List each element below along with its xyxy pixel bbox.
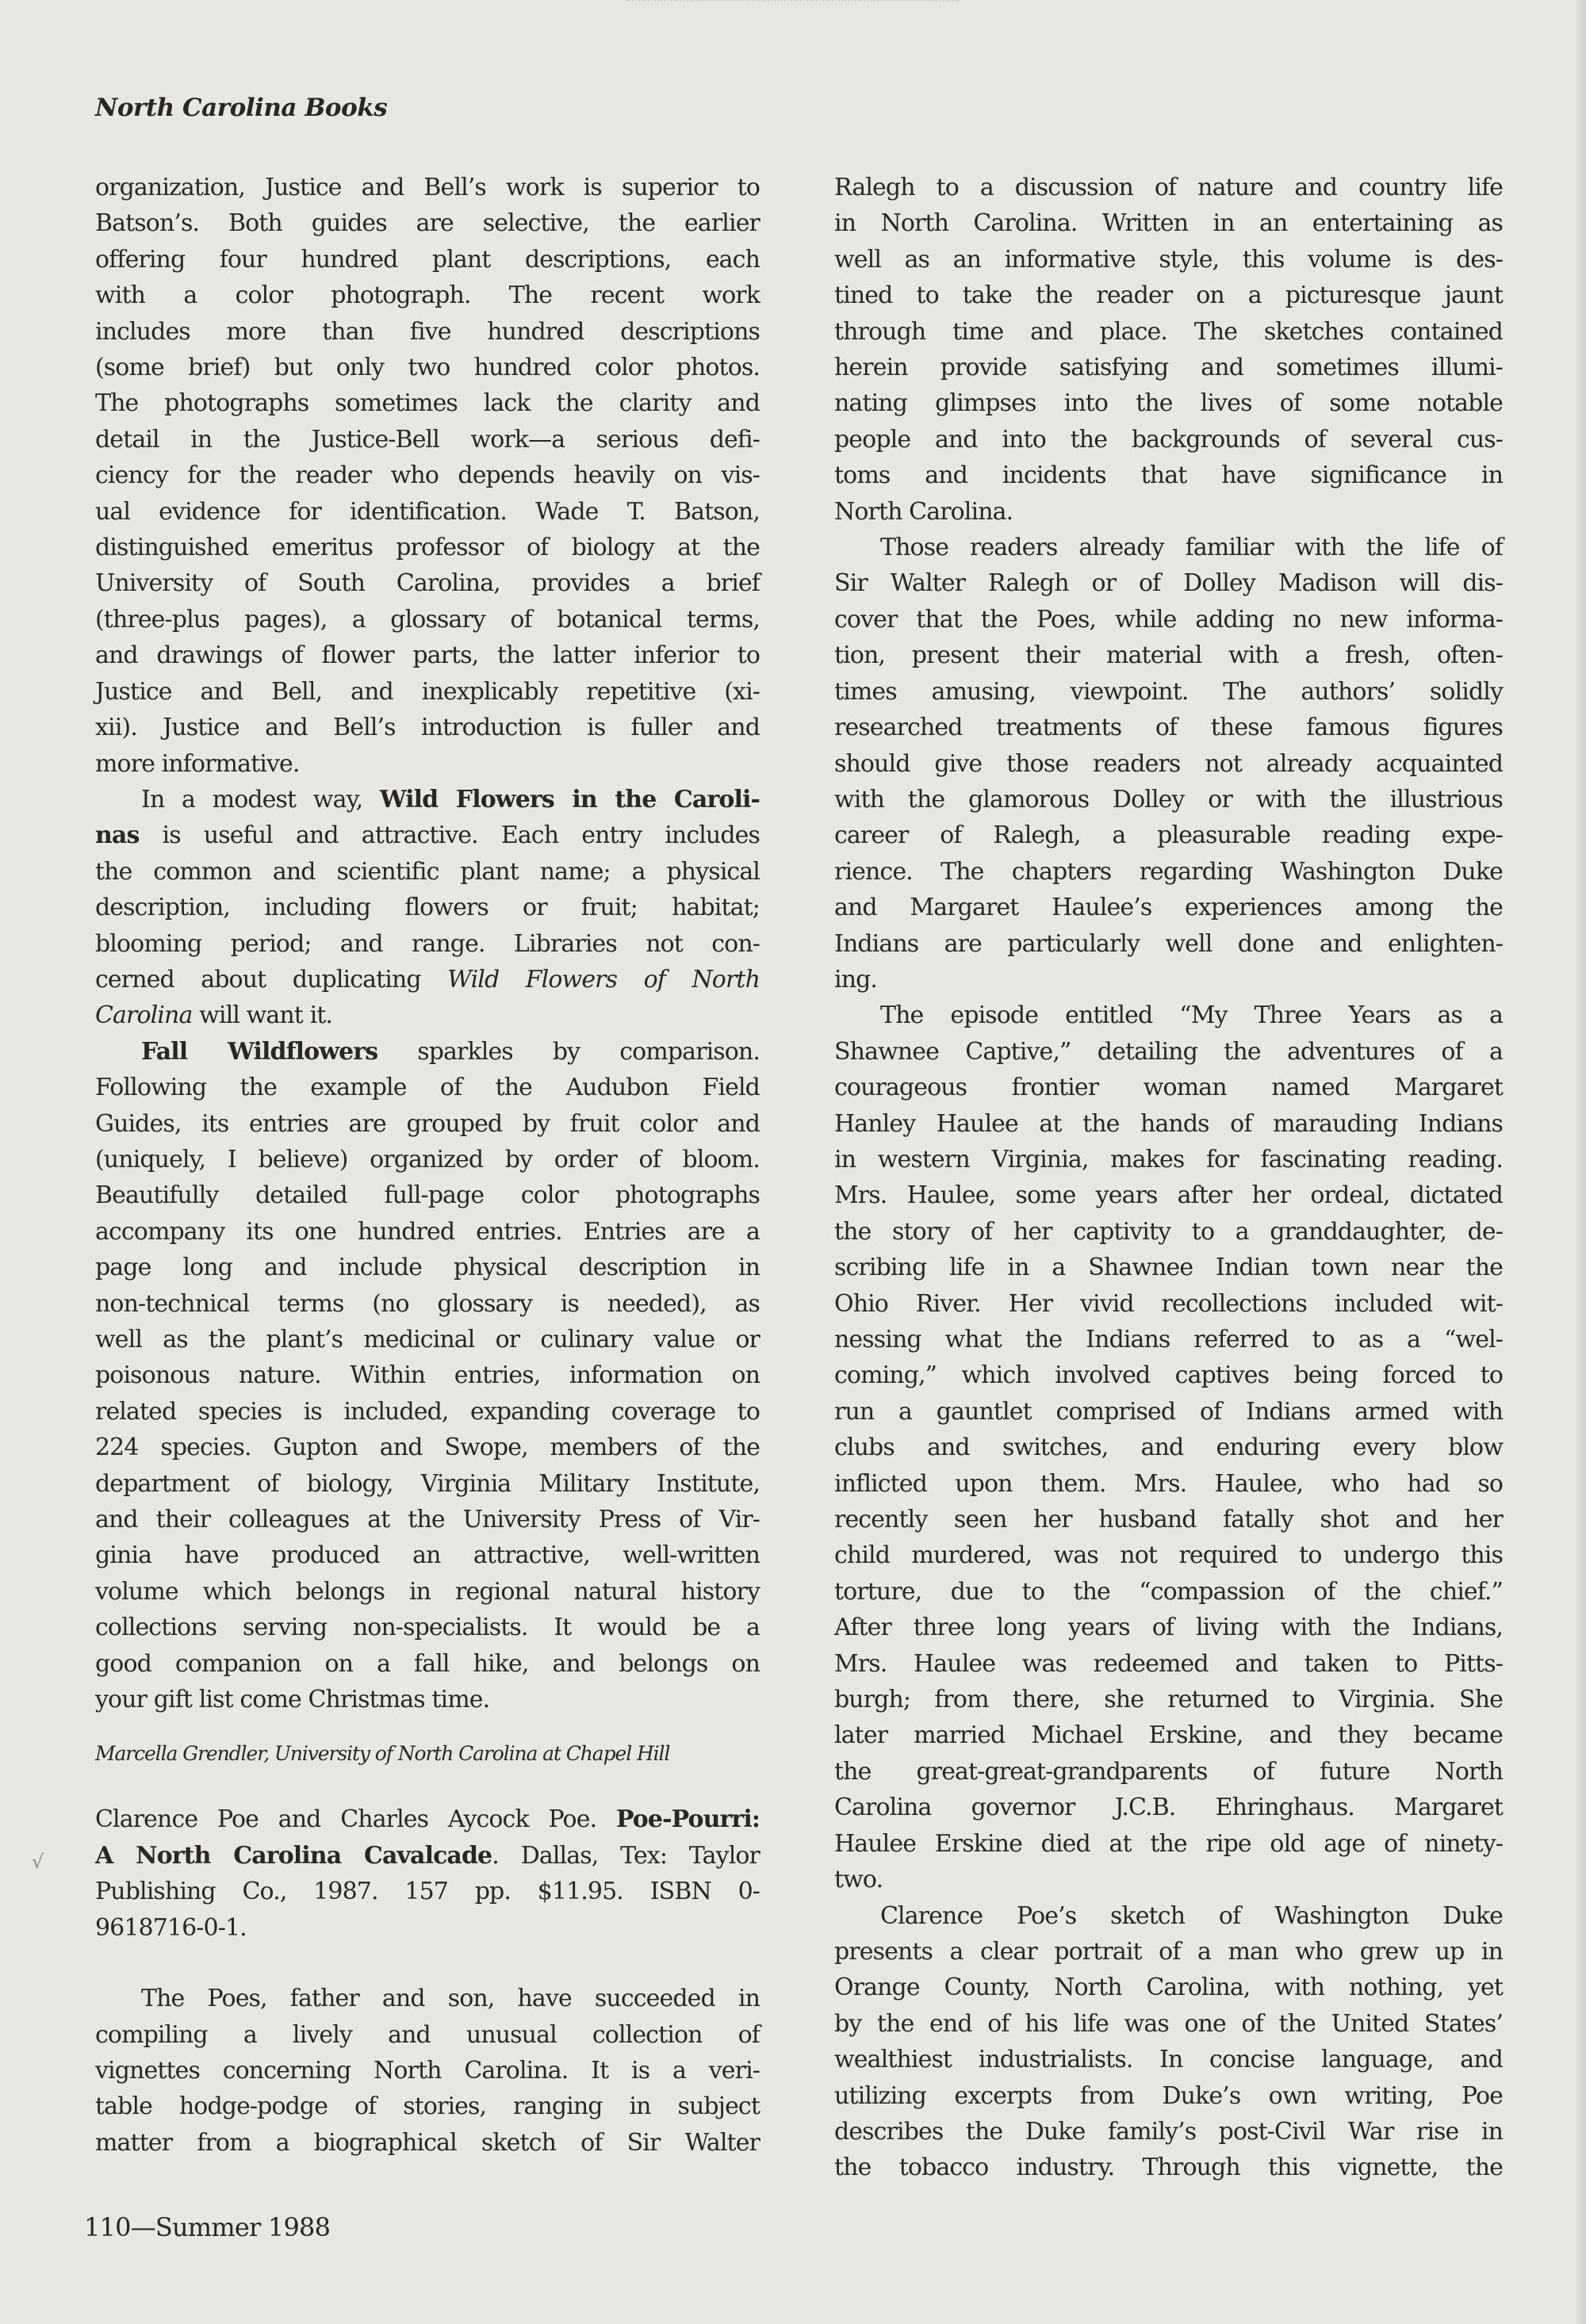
text-line: child murdered, was not required to undergo this xyxy=(834,1541,1503,1570)
text-line: related species is included, expanding coverage to xyxy=(95,1397,760,1426)
text-line: torture, due to the “compassion of the chief.” xyxy=(834,1577,1503,1606)
text-line: (three-plus pages), a glossary of botanical terms, xyxy=(95,605,760,634)
text-line: more informative. xyxy=(95,749,300,778)
text-line: toms and incidents that have significance in xyxy=(834,461,1503,490)
text-line: Hanley Haulee at the hands of marauding Indians xyxy=(834,1109,1503,1138)
page-footer: 110—Summer 1988 xyxy=(84,2212,331,2242)
text-line: two. xyxy=(834,1866,883,1894)
text-line: Indians are particularly well done and enlighten- xyxy=(834,929,1503,958)
reviewer-byline: Marcella Grendler, University of North Carolina at Chapel Hill xyxy=(95,1742,670,1766)
show-through-marks xyxy=(626,0,960,6)
paragraph-poes-intro xyxy=(95,1981,760,2161)
text-line: through time and place. The sketches contained xyxy=(834,317,1503,346)
text-line: 224 species. Gupton and Swope, members of the xyxy=(95,1434,760,1462)
text-line: ing. xyxy=(834,965,878,994)
text-line: Publishing Co., 1987. 157 pp. $11.95. ISBN 0- xyxy=(95,1878,760,1906)
text-line xyxy=(95,1034,760,1070)
text-line: recently seen her husband fatally shot and her xyxy=(834,1506,1503,1534)
text-line: detail in the Justice-Bell work—a serious defi- xyxy=(95,425,760,454)
text-line: Mrs. Haulee, some years after her ordeal, dictated xyxy=(834,1181,1503,1210)
text-line: xii). Justice and Bell’s introduction is fuller and xyxy=(95,714,760,742)
text-line: tined to take the reader on a picturesque jaunt xyxy=(834,281,1503,310)
text-line: The episode entitled “My Three Years as a xyxy=(880,1001,1503,1030)
text-line: Mrs. Haulee was redeemed and taken to Pitts- xyxy=(834,1649,1503,1678)
paragraph-familiar-readers xyxy=(834,530,1503,997)
text-line: The photographs sometimes lack the clarity and xyxy=(95,389,760,418)
text-line: coming,” which involved captives being forced to xyxy=(834,1361,1503,1390)
book-title: nas xyxy=(95,821,140,850)
text-line: well as the plant’s medicinal or culinary value or xyxy=(95,1326,760,1353)
text-line: well as an informative style, this volume is des- xyxy=(834,245,1503,274)
text-line: the tobacco industry. Through this vignette, the xyxy=(834,2154,1503,2182)
text-line: table hodge-podge of stories, ranging in subject xyxy=(95,2092,760,2121)
text-line: run a gauntlet comprised of Indians armed with xyxy=(834,1397,1503,1426)
text-run: will want it. xyxy=(192,1001,333,1030)
paragraph-wild-flowers-carolinas xyxy=(95,782,760,1034)
text-line: in North Carolina. Written in an entertaining as xyxy=(834,209,1503,238)
text-line: clubs and switches, and enduring every blow xyxy=(834,1434,1503,1462)
text-run: is useful and attractive. Each entry includes xyxy=(139,821,760,850)
text-line: description, including flowers or fruit; habitat; xyxy=(95,894,760,922)
text-line: Batson’s. Both guides are selective, the earlier xyxy=(95,209,760,238)
text-line xyxy=(95,1801,760,1837)
text-line: the common and scientific plant name; a physical xyxy=(95,857,760,886)
text-line xyxy=(95,1838,760,1874)
text-line: people and into the backgrounds of several cus- xyxy=(834,425,1503,454)
text-line: later married Michael Erskine, and they became xyxy=(834,1721,1503,1750)
text-line: distinguished emeritus professor of biology at the xyxy=(95,534,760,562)
text-line: by the end of his life was one of the United States’ xyxy=(834,2009,1503,2038)
text-line: The Poes, father and son, have succeeded in xyxy=(141,1985,760,2013)
text-line: organization, Justice and Bell’s work is superior to xyxy=(95,174,760,201)
italic-title: Wild Flowers of North xyxy=(447,965,760,994)
text-line: ciency for the reader who depends heavily on vis- xyxy=(95,461,760,490)
text-line: and their colleagues at the University Press of Vir- xyxy=(95,1506,760,1534)
text-line xyxy=(95,817,760,853)
text-line: offering four hundred plant descriptions, each xyxy=(95,245,760,274)
text-line: North Carolina. xyxy=(834,497,1013,526)
text-line: nating glimpses into the lives of some notable xyxy=(834,389,1503,418)
text-line: with a color photograph. The recent work xyxy=(95,281,760,310)
text-line: Shawnee Captive,” detailing the adventures of a xyxy=(834,1037,1503,1066)
text-run: cerned about duplicating xyxy=(95,965,448,994)
paragraph-batson-comparison xyxy=(95,170,760,782)
paragraph-washington-duke xyxy=(834,1898,1503,2186)
text-line: department of biology, Virginia Military Institute, xyxy=(95,1469,760,1498)
text-line: After three long years of living with the Indians, xyxy=(834,1614,1503,1642)
text-line: scribing life in a Shawnee Indian town near the xyxy=(834,1254,1503,1282)
text-line: Those readers already familiar with the life of xyxy=(880,534,1503,562)
text-line: Beautifully detailed full-page color photographs xyxy=(95,1181,760,1210)
text-line: vignettes concerning North Carolina. It is a veri- xyxy=(95,2056,760,2085)
text-line: utilizing excerpts from Duke’s own writing, Poe xyxy=(834,2081,1503,2110)
text-line: Ralegh to a discussion of nature and country life xyxy=(834,174,1503,201)
text-line xyxy=(95,962,760,997)
text-line: in western Virginia, makes for fascinating reading. xyxy=(834,1145,1503,1173)
left-column xyxy=(95,151,760,2161)
text-line: volume which belongs in regional natural history xyxy=(95,1577,760,1606)
text-line: Justice and Bell, and inexplicably repetitive (xi- xyxy=(95,677,760,706)
text-line: nessing what the Indians referred to as a “wel- xyxy=(834,1326,1503,1353)
text-line: times amusing, viewpoint. The authors’ solidly xyxy=(834,677,1503,706)
book-title: Poe-Pourri: xyxy=(615,1805,760,1834)
text-run: sparkles by comparison. xyxy=(377,1037,760,1066)
text-line: (some brief) but only two hundred color photos. xyxy=(95,354,760,382)
italic-title: Carolina xyxy=(95,1001,193,1030)
page-edge-shadow xyxy=(1576,0,1586,2324)
text-line: herein provide satisfying and sometimes illumi- xyxy=(834,354,1503,382)
running-head: North Carolina Books xyxy=(95,94,388,122)
text-run: In a modest way, xyxy=(141,785,380,814)
text-line: includes more than five hundred descriptions xyxy=(95,317,760,346)
right-column xyxy=(834,151,1503,2186)
book-title: A North Carolina Cavalcade xyxy=(95,1841,492,1870)
text-line: collections serving non-specialists. It would be a xyxy=(95,1614,760,1642)
text-line: (uniquely, I believe) organized by order of bloom. xyxy=(95,1145,760,1173)
text-line: Orange County, North Carolina, with nothing, yet xyxy=(834,1974,1503,2002)
text-line: poisonous nature. Within entries, information on xyxy=(95,1361,760,1390)
text-line: with the glamorous Dolley or with the illustrious xyxy=(834,785,1503,814)
text-line: good companion on a fall hike, and belongs on xyxy=(95,1649,760,1678)
text-line: ginia have produced an attractive, well-written xyxy=(95,1541,760,1570)
paragraph-ralegh-nature xyxy=(834,170,1503,530)
text-line: Clarence Poe’s sketch of Washington Duke xyxy=(880,1901,1503,1930)
text-line: presents a clear portrait of a man who grew up in xyxy=(834,1937,1503,1966)
text-line: compiling a lively and unusual collection of xyxy=(95,2020,760,2049)
text-line: burgh; from there, she returned to Virginia. She xyxy=(834,1686,1503,1714)
text-line: ual evidence for identification. Wade T. Batson, xyxy=(95,497,760,526)
text-line: career of Ralegh, a pleasurable reading expe- xyxy=(834,821,1503,850)
text-line: Haulee Erskine died at the ripe old age of ninety- xyxy=(834,1829,1503,1858)
text-line: page long and include physical description in xyxy=(95,1254,760,1282)
text-line: matter from a biographical sketch of Sir Walter xyxy=(95,2128,760,2157)
text-line: inflicted upon them. Mrs. Haulee, who had so xyxy=(834,1469,1503,1498)
text-line: Carolina governor J.C.B. Ehringhaus. Margaret xyxy=(834,1794,1503,1822)
citation-authors: Clarence Poe and Charles Aycock Poe. xyxy=(95,1805,616,1834)
text-line: Guides, its entries are grouped by fruit color and xyxy=(95,1109,760,1138)
text-line: describes the Duke family’s post-Civil War rise in xyxy=(834,2117,1503,2146)
margin-check-mark: √ xyxy=(32,1851,44,1873)
text-line: and Margaret Haulee’s experiences among the xyxy=(834,894,1503,922)
text-line: your gift list come Christmas time. xyxy=(95,1686,490,1714)
text-line: wealthiest industrialists. In concise language, and xyxy=(834,2046,1503,2074)
text-line: researched treatments of these famous figures xyxy=(834,714,1503,742)
paragraph-shawnee-captive xyxy=(834,997,1503,1897)
text-line: Following the example of the Audubon Field xyxy=(95,1074,760,1102)
text-line: cover that the Poes, while adding no new informa- xyxy=(834,605,1503,634)
text-line: accompany its one hundred entries. Entries are a xyxy=(95,1217,760,1246)
text-line: Sir Walter Ralegh or of Dolley Madison will dis- xyxy=(834,569,1503,598)
text-line: courageous frontier woman named Margaret xyxy=(834,1074,1503,1102)
text-line: and drawings of flower parts, the latter inferior to xyxy=(95,641,760,670)
text-line: tion, present their material with a fresh, often- xyxy=(834,641,1503,670)
text-line: the great-great-grandparents of future North xyxy=(834,1757,1503,1786)
text-line xyxy=(95,997,760,1033)
text-line: the story of her captivity to a granddaughter, de- xyxy=(834,1217,1503,1246)
text-line xyxy=(95,782,760,817)
text-line: Ohio River. Her vivid recollections included wit- xyxy=(834,1289,1503,1318)
paragraph-fall-wildflowers xyxy=(95,1034,760,1718)
book-citation xyxy=(95,1801,760,1946)
text-line: rience. The chapters regarding Washington Duke xyxy=(834,857,1503,886)
text-line: University of South Carolina, provides a brief xyxy=(95,569,760,598)
text-line: non-technical terms (no glossary is needed), as xyxy=(95,1289,760,1318)
book-title: Wild Flowers in the Caroli- xyxy=(379,785,760,814)
citation-publisher: . Dallas, Tex: Taylor xyxy=(492,1841,760,1870)
book-title: Fall Wildflowers xyxy=(141,1037,378,1066)
text-line: blooming period; and range. Libraries not con- xyxy=(95,929,760,958)
text-line: should give those readers not already acquainted xyxy=(834,749,1503,778)
text-line: 9618716-0-1. xyxy=(95,1913,247,1942)
